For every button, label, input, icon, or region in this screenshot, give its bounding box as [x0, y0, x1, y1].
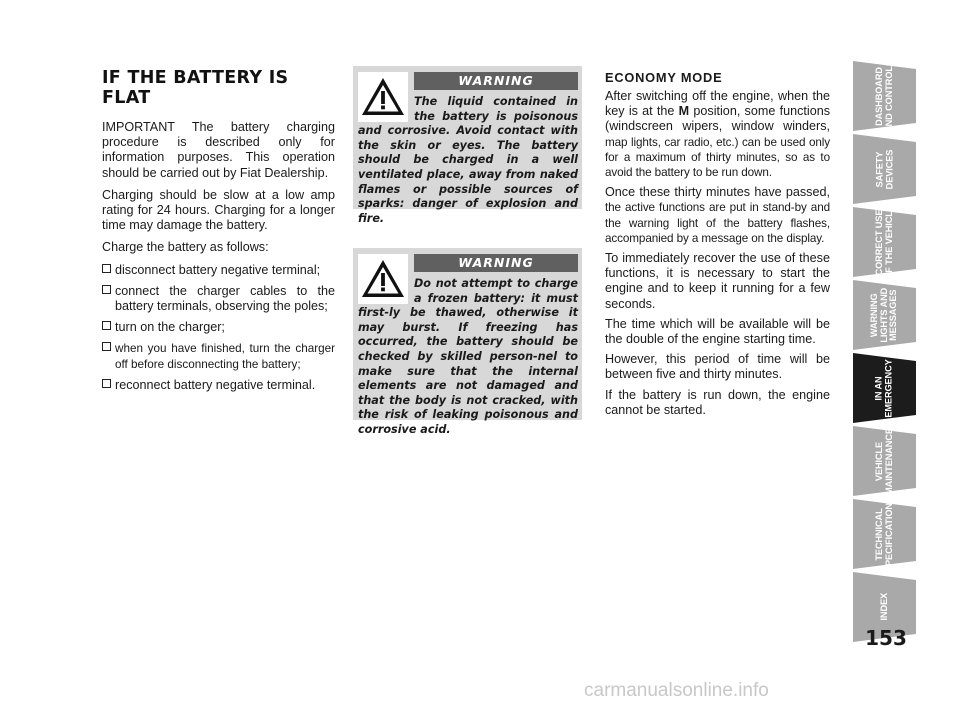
charge-intro: Charge the battery as follows: [102, 240, 269, 255]
page-number: 153 [865, 626, 907, 650]
step-text: connect the charger cables to the battery terminals, observing the poles; [115, 283, 335, 314]
tab-in-an-emergency[interactable] [853, 353, 916, 423]
economy-paragraph: If the battery is run down, the engine cannot be started. [605, 387, 830, 417]
step-text: reconnect battery negative terminal. [115, 377, 316, 392]
economy-text: map lights, car radio, etc.) can be used only for a maximum of thirty minutes, so as to avoid the battery to be run down. [605, 135, 830, 180]
tab-label: TECHNICAL SPECIFICATIONS [874, 496, 894, 572]
warning-box-poison [353, 66, 582, 225]
tab-vehicle-maintenance[interactable] [853, 426, 916, 496]
step-text: turn on the charger; [115, 320, 225, 335]
warning-triangle-icon [358, 254, 408, 304]
checkbox-bullet-icon [102, 342, 111, 351]
tab-label: WARNING LIGHTS AND MESSAGES [869, 287, 899, 343]
tab-label: IN AN EMERGENCY [873, 358, 894, 418]
tab-safety-devices[interactable] [853, 134, 916, 204]
economy-paragraph: To immediately recover the use of these functions, it is necessary to start the engine and to keep it running for a few seconds. [605, 251, 830, 311]
charging-note: Charging should be slow at a low amp rating for 24 hours. Charging for a longer time may damage the battery. [102, 187, 335, 233]
warning-box-frozen [353, 248, 582, 436]
economy-paragraph: The time which will be available will be the double of the engine starting time. [605, 316, 830, 347]
economy-section [605, 70, 830, 423]
checkbox-bullet-icon [102, 379, 111, 388]
economy-paragraph: However, this period of time will be between five and thirty minutes. [605, 352, 830, 382]
key-position-m: M [678, 104, 690, 119]
list-item [102, 284, 335, 314]
economy-text: the active functions are put in stand-by and the warning light of the battery flashes, accompanied by a message on the display. [605, 201, 830, 245]
section-title: IF THE BATTERY IS FLAT [102, 68, 289, 108]
important-note: IMPORTANT The battery charging procedure is described only for information purposes. This operation should be carried out by Fiat Dealership. [102, 120, 335, 180]
list-item [102, 341, 335, 371]
economy-text: After switching off the engine, when the key is at the [605, 89, 830, 119]
tab-label: INDEX [878, 593, 889, 621]
economy-paragraph [605, 185, 830, 246]
list-item [102, 263, 335, 278]
tab-label: CORRECT USE OF THE VEHICLE [874, 204, 894, 280]
warning-text: Do not attempt to charge a frozen battery: it must first-ly be thawed, otherwise it may burst. If freezing has occurred, the battery should be checked by skilled person-nel to make sure that the internal elements are not damaged and that the body is not cracked, with the risk of leaking poisonous and corrosive acid. [358, 277, 578, 436]
chapter-tabs [853, 61, 916, 645]
checkbox-bullet-icon [102, 321, 111, 330]
checkbox-bullet-icon [102, 264, 111, 273]
warning-label: WARNING [414, 72, 578, 90]
checkbox-bullet-icon [102, 285, 111, 294]
warning-text: The liquid contained in the battery is poisonous and corrosive. Avoid contact with the skin or eyes. The battery should be charged in a well ventilated place, away from naked flames or possible sources of sparks: danger of explosion and fire. [358, 95, 578, 225]
economy-text: Once these thirty minutes have passed, [605, 185, 830, 200]
tab-label: DASHBOARD AND CONTROLS [874, 59, 894, 133]
tab-technical-specifications[interactable] [853, 496, 916, 572]
list-item [102, 378, 335, 393]
warning-triangle-icon [358, 72, 408, 122]
step-text: disconnect battery negative terminal; [115, 262, 321, 277]
economy-title: ECONOMY MODE [605, 70, 723, 85]
tab-dashboard-and-controls[interactable] [853, 61, 916, 131]
charge-steps-list [102, 263, 335, 393]
step-text: when you have finished, turn the charger off before disconnecting the battery; [115, 342, 335, 371]
tab-label: SAFETY DEVICES [873, 149, 894, 189]
warning-label: WARNING [414, 254, 578, 272]
economy-text: position, some functions (windscreen wipers, window winders, [605, 104, 831, 134]
battery-section [102, 68, 335, 399]
list-item [102, 320, 335, 335]
watermark: carmanualsonline.info [584, 680, 769, 701]
tab-correct-use[interactable] [853, 204, 916, 280]
economy-paragraph [605, 89, 830, 180]
tab-warning-lights[interactable] [853, 280, 916, 350]
tab-label: VEHICLE MAINTENANCE [874, 427, 894, 495]
